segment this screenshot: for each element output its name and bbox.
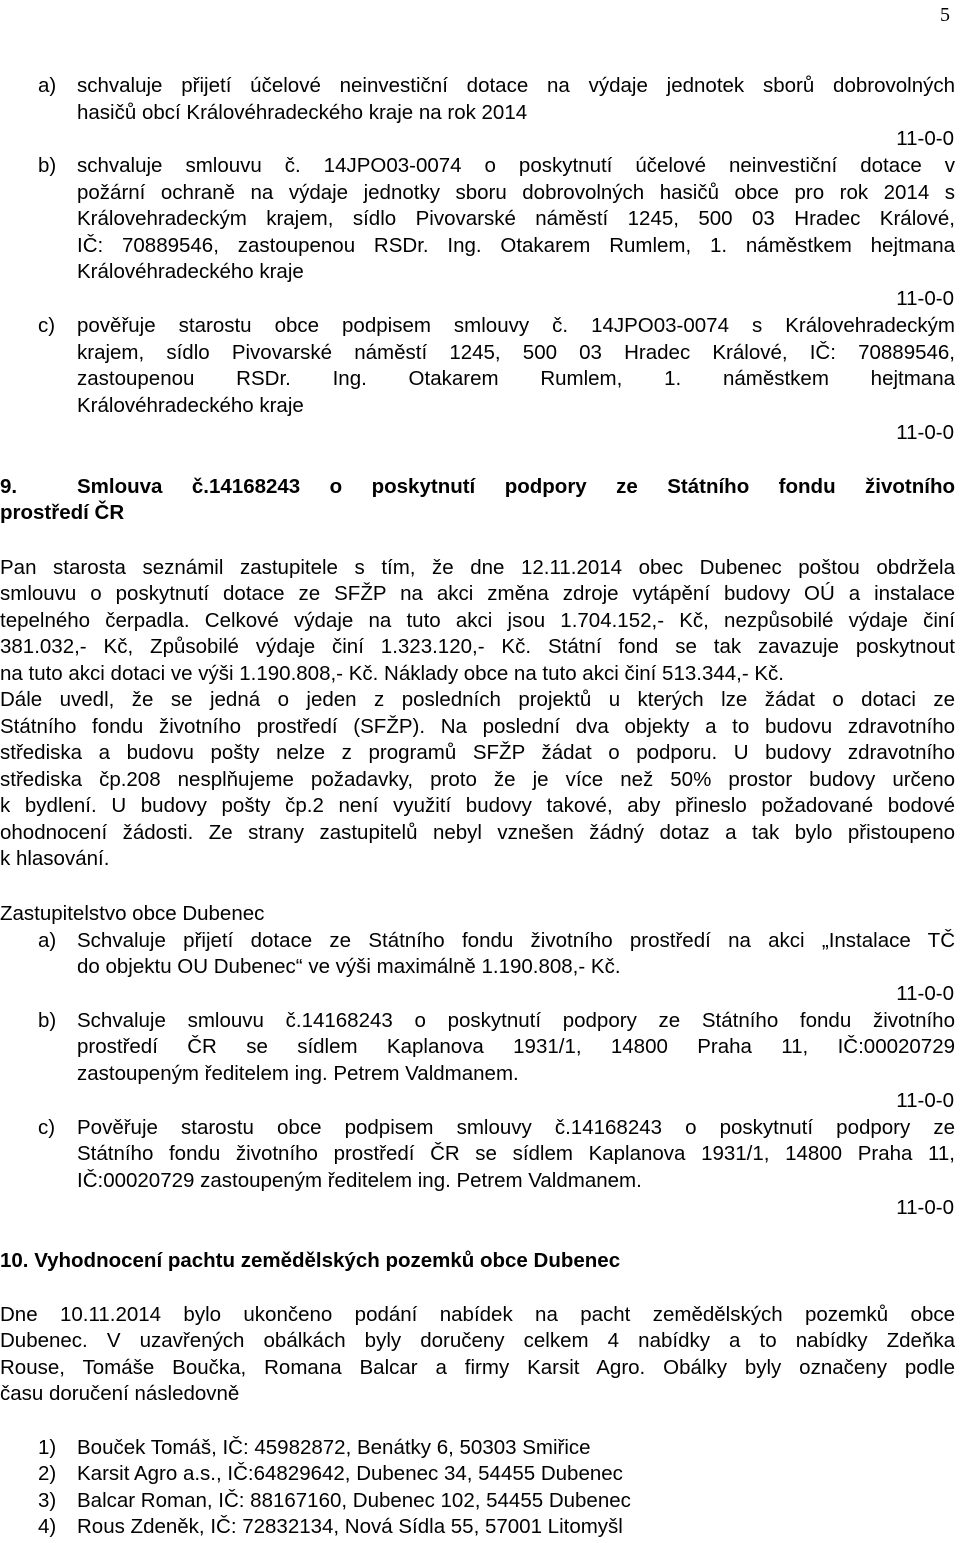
res-label-a: a): [38, 929, 57, 952]
s9-para-line: 381.032,- Kč, Způsobilé výdaje činí 1.323.120,- Kč. Státní fond se tak zavazuje poskytnout: [0, 635, 955, 658]
res-label-b: b): [38, 1009, 57, 1032]
res-b-line: Schvaluje smlouvu č.14168243 o poskytnutí podpory ze Státního fondu životního: [77, 1009, 955, 1032]
s9-para-line: smlouvu o poskytnutí dotace ze SFŽP na akci změna zdroje vytápění budovy OÚ a instalace: [0, 582, 955, 605]
block-c-line-3: zastoupenou RSDr. Ing. Otakarem Rumlem, 1. náměstkem hejtmana: [77, 367, 955, 390]
list-item: Bouček Tomáš, IČ: 45982872, Benátky 6, 50303 Smiřice: [77, 1436, 591, 1459]
block-b-line-3: Královehradeckým krajem, sídlo Pivovarské náměstí 1245, 500 03 Hradec Králové,: [77, 207, 955, 230]
block-b-line-4: IČ: 70889546, zastoupenou RSDr. Ing. Otakarem Rumlem, 1. náměstkem hejtmana: [77, 234, 955, 257]
s10-para-line: Rouse, Tomáše Boučka, Romana Balcar a firmy Karsit Agro. Obálky byly označeny podle: [0, 1356, 955, 1379]
item-label-c: c): [38, 314, 56, 337]
item-label-b: b): [38, 154, 57, 177]
list-number: 4): [38, 1515, 57, 1538]
list-number: 2): [38, 1462, 57, 1485]
block-b-line-1: schvaluje smlouvu č. 14JPO03-0074 o poskytnutí účelové neinvestiční dotace v: [77, 154, 955, 177]
s9-para-line: střediska čp.208 nesplňujeme požadavky, proto že je více než 50% prostor budovy určeno: [0, 768, 955, 791]
s9-para-line: Státního fondu životního prostředí (SFŽP). Na poslední dva objekty a to budovu zdravotního: [0, 715, 955, 738]
res-label-c: c): [38, 1116, 56, 1139]
res-b-line: zastoupeným ředitelem ing. Petrem Valdmanem.: [77, 1062, 519, 1085]
block-b-line-2: požární ochraně na výdaje jednotky sboru dobrovolných hasičů obce pro rok 2014 s: [77, 181, 955, 204]
s10-para-line: Dubenec. V uzavřených obálkách byly doručeny celkem 4 nabídky a to nabídky Zdeňka: [0, 1329, 955, 1352]
vote-result: 11-0-0: [896, 287, 954, 310]
s9-para-line: střediska a budovu pošty nelze z programů SFŽP žádat o podporu. U budovy zdravotního: [0, 741, 955, 764]
s9-para-line: tepelného čerpadla. Celkové výdaje na tuto akci jsou 1.704.152,- Kč, nezpůsobilé výdaje činí: [0, 609, 955, 632]
vote-result: 11-0-0: [896, 982, 954, 1005]
block-a-line-1: schvaluje přijetí účelové neinvestiční dotace na výdaje jednotek sborů dobrovolných: [77, 74, 955, 97]
section-9-number: 9.: [0, 475, 18, 498]
s10-para-line: času doručení následovně: [0, 1382, 240, 1405]
res-c-line: Státního fondu životního prostředí ČR se sídlem Kaplanova 1931/1, 14800 Praha 11,: [77, 1142, 955, 1165]
block-c-line-1: pověřuje starostu obce podpisem smlouvy č. 14JPO03-0074 s Královehradeckým: [77, 314, 955, 337]
s9-para-line: k hlasování.: [0, 847, 110, 870]
block-b-line-5: Královéhradeckého kraje: [77, 260, 304, 283]
item-label-a: a): [38, 74, 57, 97]
s10-para-line: Dne 10.11.2014 bylo ukončeno podání nabídek na pacht zemědělských pozemků obce: [0, 1303, 955, 1326]
vote-result: 11-0-0: [896, 421, 954, 444]
section-9-title-cont: prostředí ČR: [0, 501, 125, 524]
list-number: 3): [38, 1489, 57, 1512]
block-a-line-2: hasičů obcí Královéhradeckého kraje na rok 2014: [77, 101, 528, 124]
list-number: 1): [38, 1436, 57, 1459]
s9-para-line: ohodnocení žádosti. Ze strany zastupitelů nebyl vznešen žádný dotaz a tak bylo přistoupeno: [0, 821, 955, 844]
s9-para-line: k bydlení. U budovy pošty čp.2 není využití budovy takové, aby přineslo požadované bodové: [0, 794, 955, 817]
block-c-line-2: krajem, sídlo Pivovarské náměstí 1245, 500 03 Hradec Králové, IČ: 70889546,: [77, 341, 955, 364]
list-item: Karsit Agro a.s., IČ:64829642, Dubenec 34, 54455 Dubenec: [77, 1462, 623, 1485]
list-item: Balcar Roman, IČ: 88167160, Dubenec 102, 54455 Dubenec: [77, 1489, 631, 1512]
council-heading: Zastupitelstvo obce Dubenec: [0, 902, 265, 925]
block-c-line-4: Královéhradeckého kraje: [77, 394, 304, 417]
s9-para-line: Dále uvedl, že se jedná o jeden z posledních projektů u kterých lze žádat o dotaci ze: [0, 688, 955, 711]
page-number: 5: [940, 4, 950, 26]
res-c-line: IČ:00020729 zastoupeným ředitelem ing. Petrem Valdmanem.: [77, 1169, 642, 1192]
section-9-title: Smlouva č.14168243 o poskytnutí podpory ze Státního fondu životního: [77, 475, 955, 498]
list-item: Rous Zdeněk, IČ: 72832134, Nová Sídla 55, 57001 Litomyšl: [77, 1515, 623, 1538]
res-a-line: do objektu OU Dubenec“ ve výši maximálně 1.190.808,- Kč.: [77, 955, 621, 978]
s9-para-line: na tuto akci dotaci ve výši 1.190.808,- Kč. Náklady obce na tuto akci činí 513.344,- Kč.: [0, 662, 784, 685]
res-b-line: prostředí ČR se sídlem Kaplanova 1931/1, 14800 Praha 11, IČ:00020729: [77, 1035, 955, 1058]
section-10-title: 10. Vyhodnocení pachtu zemědělských pozemků obce Dubenec: [0, 1249, 621, 1272]
res-c-line: Pověřuje starostu obce podpisem smlouvy č.14168243 o poskytnutí podpory ze: [77, 1116, 955, 1139]
vote-result: 11-0-0: [896, 127, 954, 150]
s9-para-line: Pan starosta seznámil zastupitele s tím, že dne 12.11.2014 obec Dubenec poštou obdržela: [0, 556, 955, 579]
vote-result: 11-0-0: [896, 1089, 954, 1112]
vote-result: 11-0-0: [896, 1196, 954, 1219]
res-a-line: Schvaluje přijetí dotace ze Státního fondu životního prostředí na akci „Instalace TČ: [77, 929, 955, 952]
